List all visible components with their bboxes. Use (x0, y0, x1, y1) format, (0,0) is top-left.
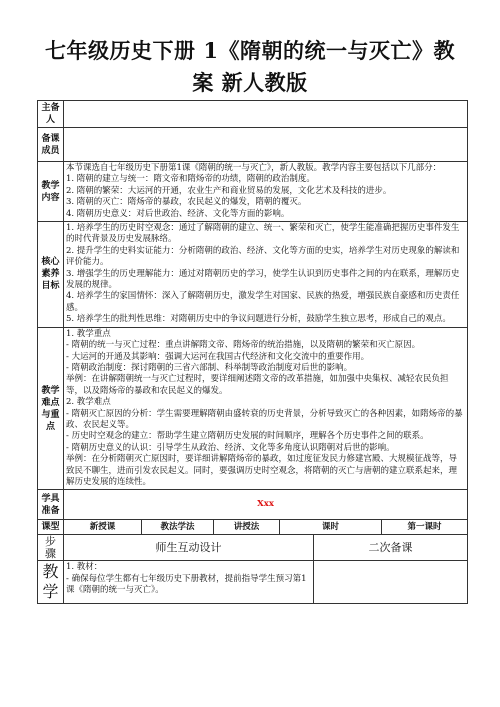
method-label: 教法学法 (142, 520, 214, 535)
hours-label: 课时 (280, 520, 382, 535)
type-label: 课型 (38, 520, 64, 535)
keypoint-line: - 隋朝的统一与灭亡过程：重点讲解隋文帝、隋炀帝的统治措施，以及隋朝的繁荣和灭亡原因。 (66, 340, 421, 351)
literacy-line: 3. 增强学生的历史理解能力：通过对隋朝历史的学习，使学生认识到历史事件之间的内在联系，理解历史发展的规律。 (66, 268, 460, 291)
steps-label: 步骤 (38, 535, 64, 561)
literacy-line: 5. 培养学生的批判性思维：对隋朝历史中的争议问题进行分析，鼓励学生独立思考，形成自己的观点。 (66, 314, 451, 325)
content-line: 3. 隋朝的灭亡：隋炀帝的暴政，农民起义的爆发，隋朝的覆灭。 (66, 197, 307, 208)
method-value: 讲授法 (214, 520, 280, 535)
teaching-line: - 确保每位学生都有七年级历史下册教材，提前指导学生预习第1课《隋朝的统一与灭亡》。 (66, 573, 307, 595)
keypoint-line: - 历史时空观念的建立：帮助学生建立隋朝历史发展的时间顺序，理解各个历史事件之间的联系。 (66, 431, 429, 442)
page-title (30, 35, 470, 99)
keypoint-line: 2. 教学难点 (66, 397, 111, 408)
teaching-cell (64, 561, 314, 604)
title-line-1: 七年级历史下册 1《隋朝的统一与灭亡》教 (45, 38, 455, 63)
preparer-value (64, 101, 468, 128)
lesson-plan-table (37, 100, 468, 604)
keypoints-label: 教学难点与重点 (38, 327, 64, 490)
second-prep-header: 二次备课 (314, 535, 468, 561)
member-value (64, 128, 468, 162)
type-row (38, 520, 468, 535)
keypoint-line: 举例：在分析隋朝灭亡原因时，要详细讲解隋炀帝的暴政，如过度征发民力修建宫殿、大规模征战等，导致民不聊生，进而引发农民起义。同时，要强调历史时空观念，将隋朝的灭亡与唐朝的建立联系起来，理解历史发展的连续性。 (66, 454, 458, 487)
keypoint-line: - 隋朝灭亡原因的分析：学生需要理解隋朝由盛转衰的历史背景，分析导致灭亡的各种因素，如隋炀帝的暴政、农民起义等。 (66, 408, 463, 430)
preparer-row (38, 101, 468, 128)
type-value: 新授课 (64, 520, 142, 535)
keypoint-line: 举例：在讲解隋朝统一与灭亡过程时，要详细阐述隋文帝的改革措施，如加强中央集权、减轻农民负担等，以及隋炀帝的暴政和农民起义的爆发。 (66, 374, 449, 396)
teaching-label: 教学 (38, 561, 64, 604)
keypoint-line: 1. 教学重点 (66, 328, 111, 339)
teaching-row (38, 561, 468, 604)
keypoints-cell (64, 327, 468, 490)
content-label: 教学内容 (38, 162, 64, 222)
literacy-line: 1. 培养学生的历史时空观念：通过了解隋朝的建立、统一、繁荣和灭亡，使学生能准确把握历史事件发生的时代背景及历史发展脉络。 (66, 223, 460, 245)
keypoints-row (38, 327, 468, 490)
keypoint-line: - 大运河的开通及其影响：强调大运河在我国古代经济和文化交流中的重要作用。 (66, 351, 370, 362)
hours-value: 第一课时 (382, 520, 468, 535)
keypoint-line: - 隋朝政治制度：探讨隋朝的三省六部制、科举制等政治制度对后世的影响。 (66, 362, 353, 373)
teaching-line: 1. 教材： (66, 562, 103, 573)
steps-row (38, 535, 468, 561)
content-row (38, 162, 468, 222)
literacy-line: 4. 培养学生的家国情怀：深入了解隋朝历史，激发学生对国家、民族的热爱，增强民族自豪感和历史责任感。 (66, 291, 460, 313)
second-prep-cell (314, 561, 468, 604)
title-line-2: 案 新人教版 (192, 70, 308, 95)
tools-value: Xxx (64, 490, 468, 520)
literacy-label: 核心素养目标 (38, 222, 64, 328)
preparer-label: 主备人 (38, 101, 64, 128)
tools-label: 学具准备 (38, 490, 64, 520)
member-row (38, 128, 468, 162)
interaction-design-header: 师生互动设计 (64, 535, 314, 561)
literacy-line: 2. 提升学生的史料实证能力：分析隋朝的政治、经济、文化等方面的史实，培养学生对历史现象的解读和评价能力。 (66, 245, 460, 268)
literacy-cell (64, 222, 468, 328)
content-line: 2. 隋朝的繁荣：大运河的开通，农业生产和商业贸易的发展，文化艺术及科技的进步。 (66, 185, 392, 196)
keypoint-line: - 隋朝历史意义的认识：引导学生从政治、经济、文化等多角度认识隋朝对后世的影响。 (66, 442, 395, 453)
content-line: 本节课选自七年级历史下册第1课《隋朝的统一与灭亡》，新人教版。教学内容主要包括以下几部分： (66, 163, 442, 173)
literacy-row (38, 222, 468, 328)
member-label: 备课成员 (38, 128, 64, 162)
content-line: 4. 隋朝历史意义：对后世政治、经济、文化等方面的影响。 (66, 208, 290, 219)
content-line: 1. 隋朝的建立与统一：隋文帝和隋炀帝的功绩，隋朝的政治制度。 (66, 174, 315, 185)
tools-row (38, 490, 468, 520)
content-cell (64, 162, 468, 222)
